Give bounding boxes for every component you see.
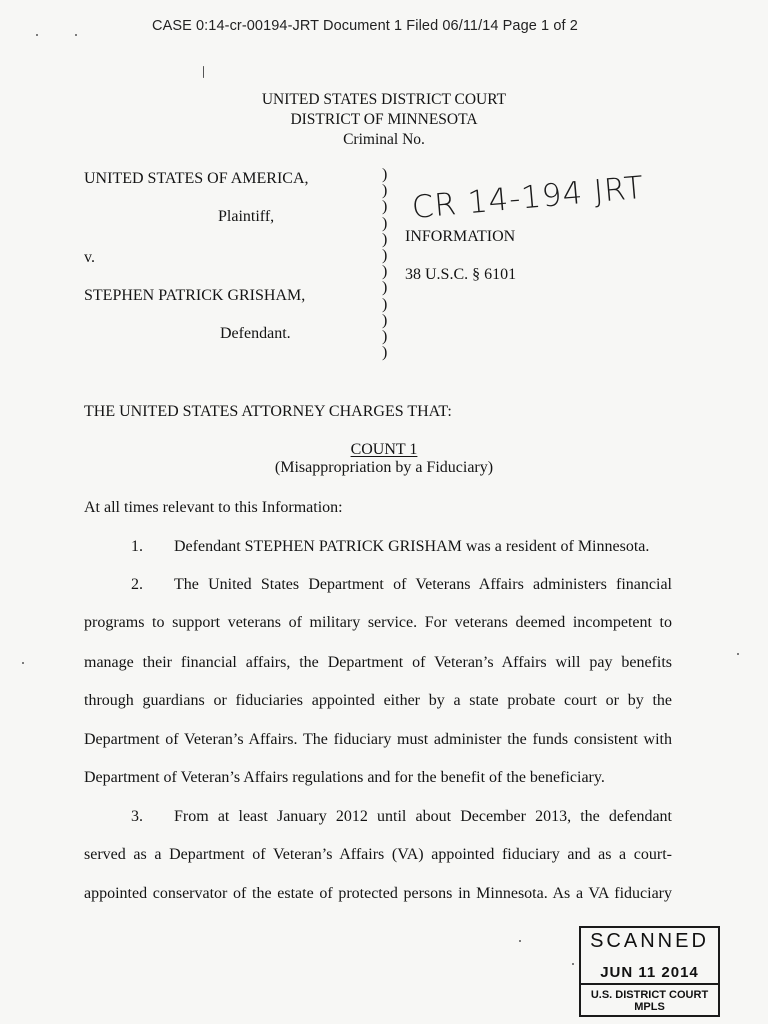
scan-speck	[36, 34, 38, 36]
charges-intro: THE UNITED STATES ATTORNEY CHARGES THAT:	[84, 403, 452, 420]
paragraph-text: programs to support veterans of military service. For veterans deemed incompetent to	[84, 614, 672, 631]
paragraph-text: Defendant STEPHEN PATRICK GRISHAM was a resident of Minnesota.	[174, 538, 650, 555]
stamp-label: SCANNED	[590, 930, 709, 952]
paragraph-text: served as a Department of Veteran’s Affairs (VA) appointed fiduciary and as a court-	[84, 846, 672, 863]
scan-speck	[737, 653, 739, 655]
caption-parentheses: ) ) ) ) ) ) ) ) ) ) ) )	[382, 166, 388, 362]
paragraph-text: The United States Department of Veterans Affairs administers financial	[174, 576, 672, 593]
scan-speck	[572, 963, 574, 965]
stamp-date: JUN 11 2014	[600, 964, 699, 981]
paragraph-text: appointed conservator of the estate of protected persons in Minnesota. As a VA fiduciary	[84, 885, 672, 902]
paragraph-text: through guardians or fiduciaries appointed either by a state probate court or by the	[84, 692, 672, 709]
defendant-role: Defendant.	[220, 325, 291, 342]
document-type: INFORMATION	[405, 228, 516, 245]
stamp-office: U.S. DISTRICT COURT MPLS	[581, 983, 718, 1013]
paragraph-number: 1.	[131, 538, 143, 555]
paragraph-number: 2.	[131, 576, 143, 593]
count-subtitle: (Misappropriation by a Fiduciary)	[274, 459, 494, 476]
court-title: UNITED STATES DISTRICT COURT	[261, 91, 507, 108]
paragraph-number: 3.	[131, 808, 143, 825]
plaintiff-name: UNITED STATES OF AMERICA,	[84, 170, 309, 187]
court-district: DISTRICT OF MINNESOTA	[290, 111, 478, 128]
paragraph-text: From at least January 2012 until about December 2013, the defendant	[174, 808, 672, 825]
defendant-name: STEPHEN PATRICK GRISHAM,	[84, 287, 306, 304]
scan-speck	[75, 34, 77, 36]
scan-speck	[519, 940, 521, 942]
criminal-number-label: Criminal No.	[343, 131, 425, 148]
paragraph-text: Department of Veteran’s Affairs. The fiduciary must administer the funds consistent with	[84, 731, 672, 748]
scanned-stamp	[579, 926, 720, 1017]
versus: v.	[84, 249, 95, 266]
plaintiff-role: Plaintiff,	[218, 208, 275, 225]
scan-speck	[22, 662, 24, 664]
case-header: CASE 0:14-cr-00194-JRT Document 1 Filed 06/11/14 Page 1 of 2	[152, 18, 578, 34]
handwritten-case-number: CR 14-194 JRT	[410, 169, 646, 226]
scan-speck	[203, 66, 204, 78]
paragraph-text: Department of Veteran’s Affairs regulations and for the benefit of the beneficiary.	[84, 769, 605, 786]
times-relevant: At all times relevant to this Information:	[84, 499, 343, 516]
count-title: COUNT 1	[350, 441, 418, 458]
paragraph-text: manage their financial affairs, the Department of Veteran’s Affairs will pay benefits	[84, 654, 672, 671]
statute-citation: 38 U.S.C. § 6101	[405, 266, 517, 283]
